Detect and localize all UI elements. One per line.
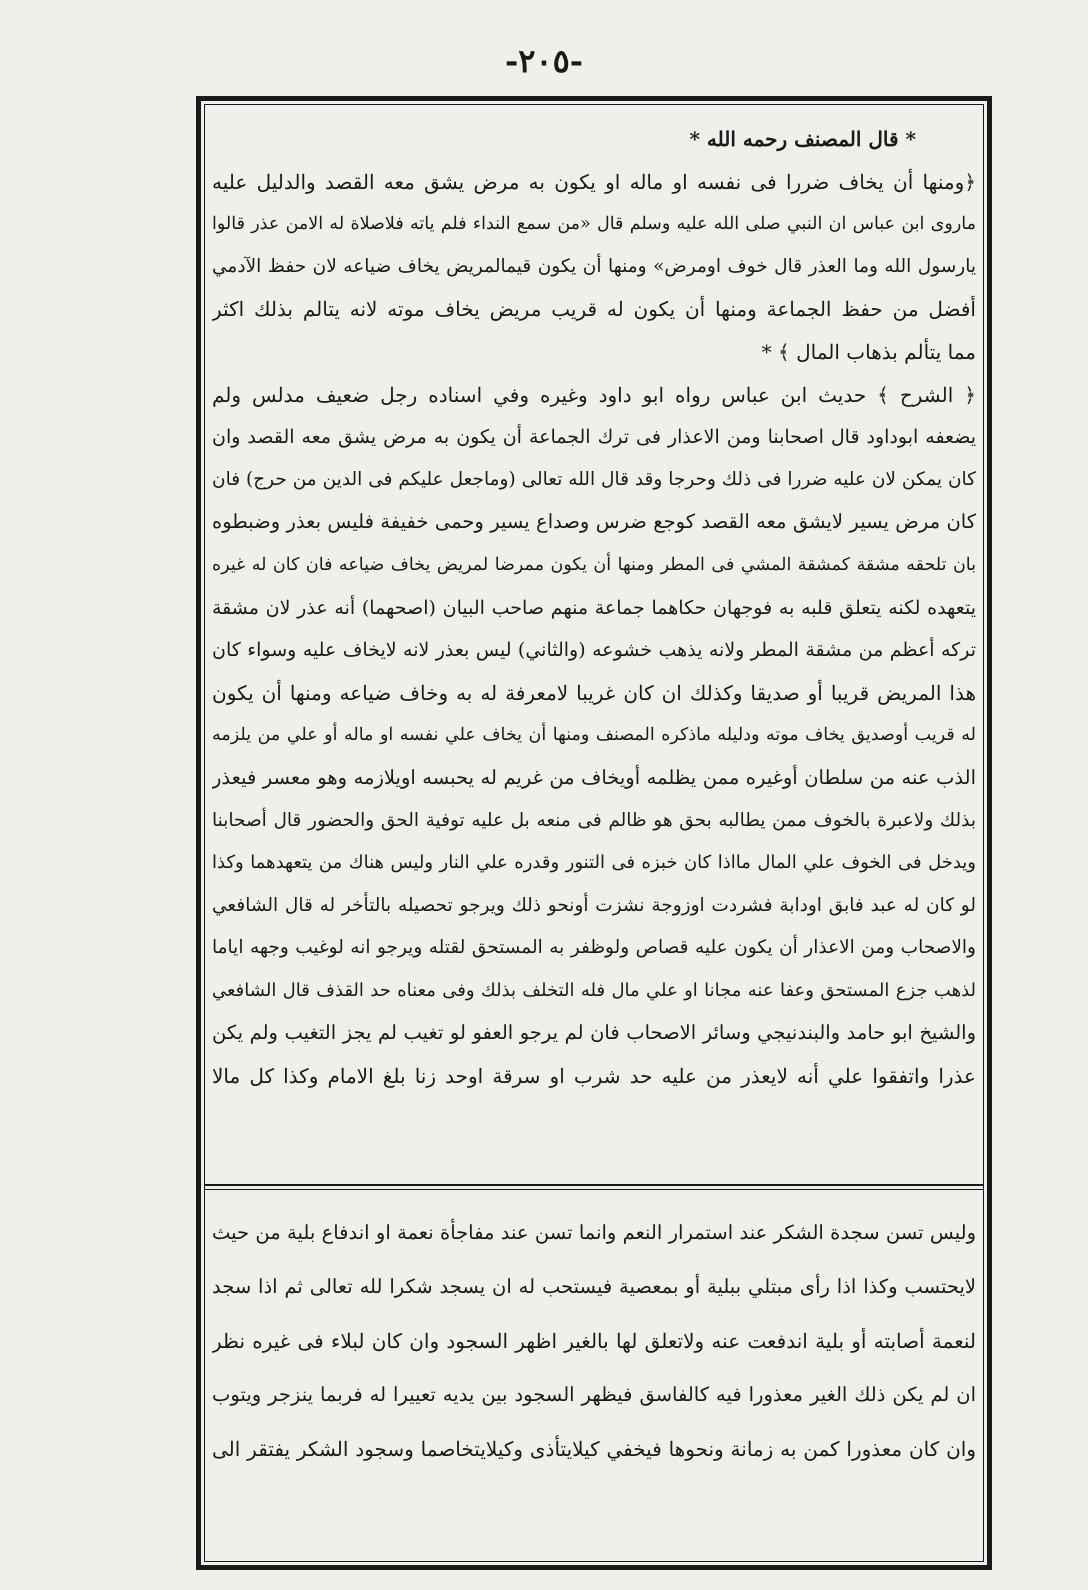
text-line: لذهب جزع المستحق وعفا عنه مجانا او علي مال فله التخلف بذلك وفى معناه حد القذف قال الشافعي	[212, 979, 976, 1001]
text-line: ماروى ابن عباس ان النبي صلى الله عليه وسلم قال «من سمع النداء فلم ياته فلاصلاة له الامن عذر قالوا	[212, 214, 976, 235]
text-line: كان يمكن لان عليه ضررا فى ذلك وحرجا وقد قال الله تعالى (وماجعل عليكم فى الدين من حرج) فان	[212, 468, 976, 490]
text-line: يتعهده لكنه يتعلق قلبه به فوجهان حكاهما جماعة منهم صاحب البيان (اصحهما) أنه عذر لان مشقة	[212, 596, 976, 619]
text-line: يضعفه ابوداود قال اصحابنا ومن الاعذار فى ترك الجماعة أن يكون به مرض يشق معه القصد وان	[212, 426, 976, 449]
footnote-divider	[204, 1184, 984, 1190]
text-line: تركه أعظم من مشقة المطر ولانه يذهب خشوعه (والثاني) ليس بعذر لانه لايخاف عليه وسواء كان	[212, 639, 976, 662]
text-line: ﴿ الشرح ﴾ حديث ابن عباس رواه ابو داود وغيره وفي اسناده رجل ضعيف مدلس ولم	[212, 382, 976, 407]
text-line: الذب عنه من سلطان أوغيره ممن يظلمه أويخاف من غريم له يحبسه اويلازمه وهو معسر فيعذر	[212, 765, 976, 789]
text-line: بان تلحقه مشقة كمشقة المشي فى المطر ومنها أن يكون ممرضا لمريض يخاف ضياعه فان كان له غيره	[212, 554, 976, 575]
text-line: والاصحاب ومن الاعذار أن يكون عليه قصاص ولوظفر به المستحق لقتله ويرجو انه لوغيب وجهه اياما	[212, 937, 976, 959]
text-line: هذا المريض قريبا أو صديقا وكذلك ان كان غريبا لامعرفة له به وخاف ضياعه ومنها أن يكون	[212, 680, 976, 705]
footnote-line: ان لم يكن ذلك الغير معذورا فيه كالفاسق فيظهر السجود بين يديه تعييرا له فربما ينزجر ويتوب	[212, 1383, 976, 1406]
text-line: يارسول الله وما العذر قال خوف اومرض» ومنها أن يكون قيمالمريض يخاف ضياعه لان حفظ الآدمي	[212, 255, 976, 277]
text-line: كان مرض يسير لايشق معه القصد كوجع ضرس وصداع يسير وحمى خفيفة فليس بعذر وضبطوه	[212, 510, 976, 534]
text-line: ﴿ومنها أن يخاف ضررا فى نفسه او ماله او يكون به مرض يشق معه القصد والدليل عليه	[212, 169, 976, 194]
text-line: أفضل من حفظ الجماعة ومنها أن يكون له قريب مريض يخاف موته لانه يتالم بذلك اكثر	[212, 297, 976, 322]
section-heading: * قال المصنف رحمه الله *	[689, 127, 916, 151]
footnote-line: لنعمة أصابته أو بلية اندفعت عنه ولاتعلق لها بالغير اظهر السجود وان كان لبلاء فى غيره نظر	[212, 1329, 976, 1353]
text-line: والشيخ ابو حامد والبندنيجي وسائر الاصحاب فان لم يرجو العفو لو تغيب لم يجز التغيب ولم يكن	[212, 1021, 976, 1045]
text-line: ويدخل فى الخوف علي المال مااذا كان خبزه فى التنور وقدره علي النار وليس هناك من يتعهدهما وكذا	[212, 852, 976, 874]
text-line: عذرا واتفقوا علي أنه لايعذر من عليه حد شرب او سرقة اوحد زنا بلغ الامام وكذا كل مالا	[212, 1064, 976, 1089]
text-line: لو كان له عبد فابق اودابة فشردت اوزوجة نشزت أونحو ذلك ويرجو تحصيله بالتأخر له قال الشافعي	[212, 894, 976, 916]
footnote-line: وان كان معذورا كمن به زمانة ونحوها فيخفي كيلايتأذى وكيلايتخاصما وسجود الشكر يفتقر الى	[212, 1437, 976, 1461]
text-line: بذلك ولاعبرة بالخوف ممن يطالبه بحق هو ظالم فى منعه بل عليه توفية الحق والحضور قال أصحابنا	[212, 809, 976, 831]
footnote-line: لايحتسب وكذا اذا رأى مبتلي ببلية أو بمعصية فيستحب له ان يسجد شكرا لله تعالى ثم اذا سجد	[212, 1275, 976, 1298]
footnote-line: وليس تسن سجدة الشكر عند استمرار النعم وانما تسن عند مفاجأة نعمة او اندفاع بلية من حيث	[212, 1221, 976, 1244]
page-number: -٢٠٥-	[504, 42, 584, 80]
footnote-text-block	[204, 1206, 984, 1556]
text-line: مما يتألم بذهاب المال ﴾ *	[761, 339, 976, 364]
main-text-block	[204, 118, 984, 1170]
text-line: له قريب أوصديق يخاف موته ودليله ماذكره المصنف ومنها أن يخاف علي نفسه او ماله أو علي من يلزمه	[212, 725, 976, 746]
